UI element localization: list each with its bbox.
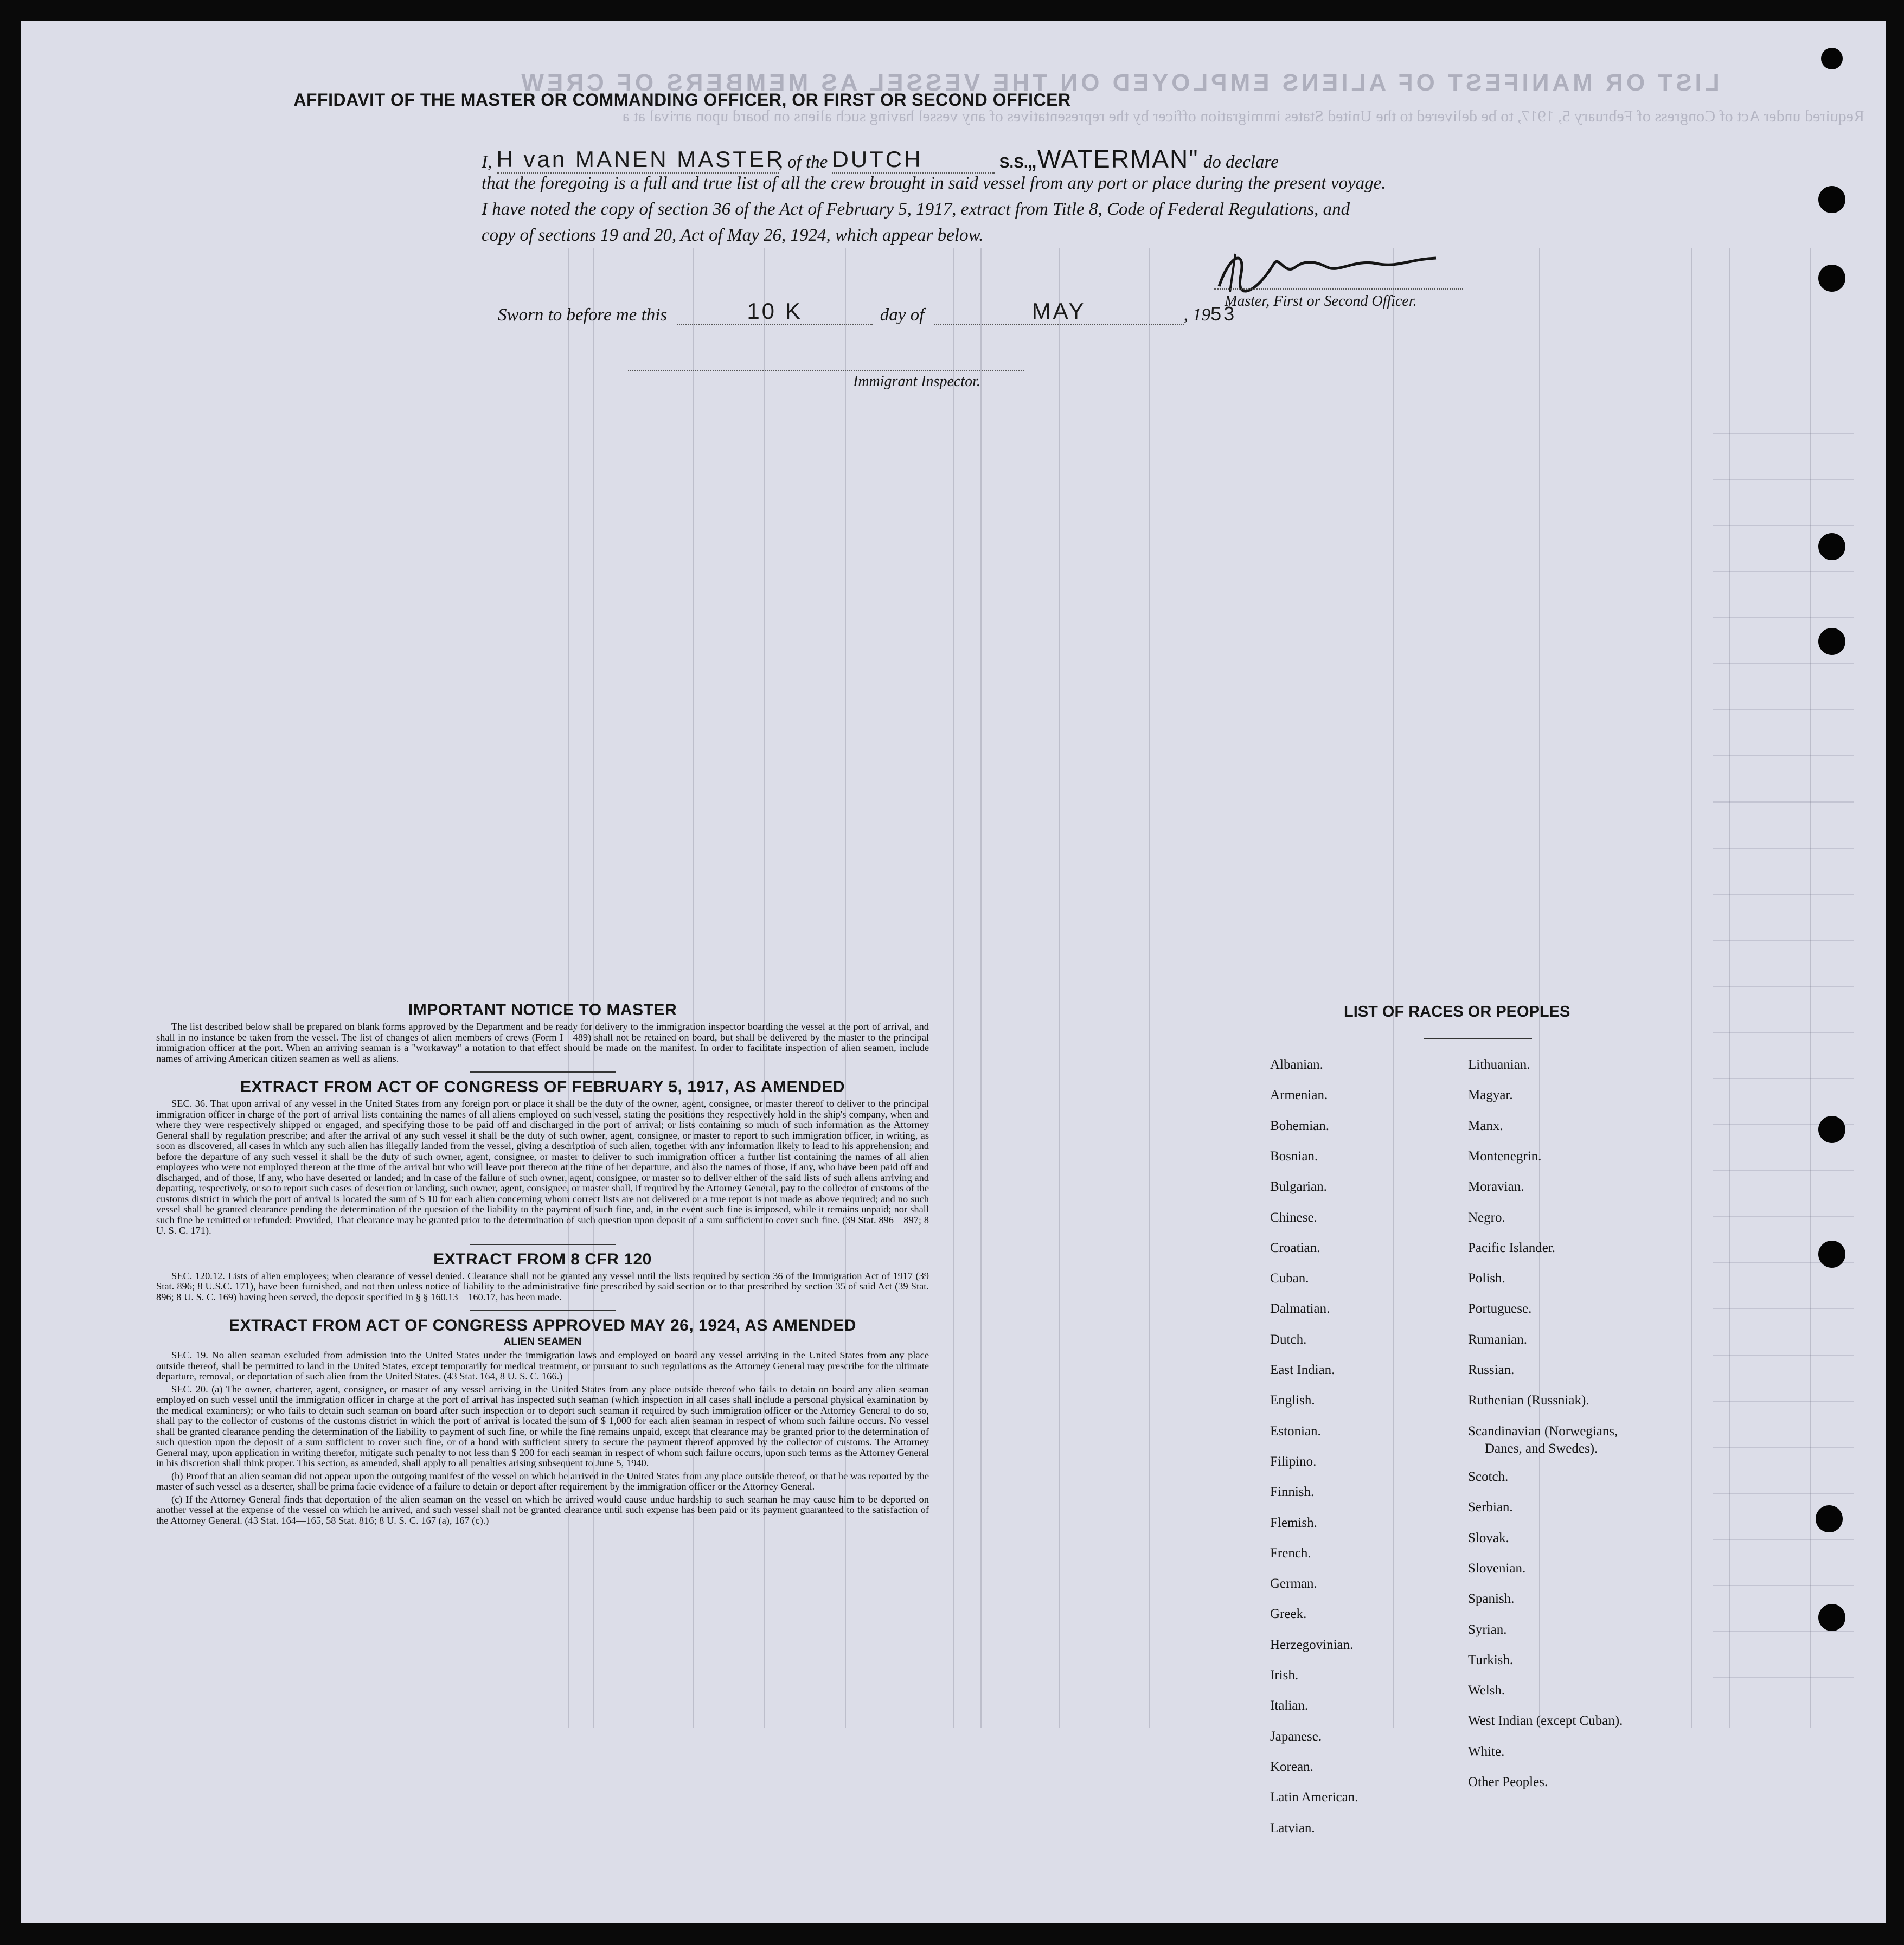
race-item: Polish. <box>1468 1271 1505 1286</box>
sworn-text: Sworn to before me this <box>498 305 668 325</box>
extract-1924-title: EXTRACT FROM ACT OF CONGRESS APPROVED MAY 26, 1924, AS AMENDED <box>229 1317 856 1334</box>
race-item: French. <box>1270 1545 1311 1561</box>
race-item: Spanish. <box>1468 1591 1515 1607</box>
sworn-month-field: MAY <box>934 298 1184 325</box>
inspector-signature-line <box>628 370 1024 371</box>
extract-1917-body: SEC. 36. That upon arrival of any vessel in the United States from any foreign port or place it shall be the duty of the owner, agent, consignee, or master thereof to deliver to the principal immigration officer in charge of the port of arrival lists containing the names of all aliens employed on such vessel, stating the positions they respectively hold in the ship's company, when and where they were respectively shipped or engaged, and specifying those to be paid off and discharged in the port of arrival; or lists containing so much of such information as the Attorney General shall by regulation prescribe; and after the arrival of any such vessel it shall be the duty of such owner, agent, consignee, or master to report to such immigration officer, in writing, as soon as discovered, all cases in which any such alien has illegally landed from the vessel, giving a description of such alien, together with any information likely to lead to his apprehension; and before the departure of any such vessel it shall be the duty of such owner, agent, consignee, or master to deliver to such immigration officer a further list containing the names of all alien employees who were not employed thereon at the time of the arrival but who will leave port thereon at the time of her departure, and also the names of those, if any, who have been paid off and discharged, and of those, if any, who have deserted or landed; and in case of the failure of such owner, agent, consignee, or master so to deliver either of the said lists of such aliens arriving and departing, respectively, or so to report such cases of desertion or landing, such owner, agent, consignee, or master shall, if required by the Attorney General, pay to the collector of customs of the customs district in which the port of arrival is located the sum of $ 10 for each alien concerning whom correct lists are not delivered or a true report is not made as above required; and no such vessel shall be granted clearance pending the determination of the question of the liability to the payment of such fine, and, in the event such fine is imposed, while it remains unpaid; nor shall such fine be remitted or refunded: Provided, That clearance may be granted prior to the determination of such question upon deposit of a sum sufficient to cover such fine. (39 Stat. 896—897; 8 U. S. C. 171). <box>156 1098 929 1236</box>
race-item: Pacific Islander. <box>1468 1240 1556 1255</box>
race-item: Russian. <box>1468 1363 1515 1377</box>
affidavit-line-2: that the foregoing is a full and true list of all the crew brought in said vessel from any port or place during the present voyage. <box>482 174 1386 193</box>
ss-prefix: S.S. <box>999 154 1028 171</box>
bleed-through-subheader: Required under Act of Congress of February 5, 1917, to be delivered to the United States immigration officer by the representatives of any vessel having such aliens on board upon arrival at a <box>622 107 1864 125</box>
extract-1917-title: EXTRACT FROM ACT OF CONGRESS OF FEBRUARY 5, 1917, AS AMENDED <box>240 1078 845 1096</box>
race-item: Latvian. <box>1270 1820 1315 1835</box>
race-item: Armenian. <box>1270 1088 1328 1103</box>
punch-hole <box>1818 186 1845 213</box>
race-item: Japanese. <box>1270 1729 1322 1744</box>
race-item: Irish. <box>1270 1668 1299 1683</box>
race-item: English. <box>1270 1393 1315 1408</box>
race-item: Magyar. <box>1468 1088 1513 1103</box>
punch-hole <box>1818 628 1845 655</box>
punch-hole <box>1818 265 1845 292</box>
year-field: 53 <box>1210 303 1237 325</box>
race-item: Slovenian. <box>1468 1561 1526 1576</box>
nationality-field: DUTCH <box>832 146 995 174</box>
race-item: Bosnian. <box>1270 1148 1318 1164</box>
notice-master-title: IMPORTANT NOTICE TO MASTER <box>408 1001 677 1019</box>
race-item: Lithuanian. <box>1468 1057 1530 1072</box>
race-item: Manx. <box>1468 1118 1503 1133</box>
affidavit-line-3: I have noted the copy of section 36 of the Act of February 5, 1917, extract from Title 8, Code of Federal Regulations, and <box>482 200 1350 219</box>
bleed-through-header: LIST OR MANIFEST OF ALIENS EMPLOYED ON THE VESSEL AS MEMBERS OF CREW <box>518 69 1720 96</box>
race-item: Portuguese. <box>1468 1301 1532 1317</box>
race-item: Other Peoples. <box>1468 1775 1548 1790</box>
race-item: Bulgarian. <box>1270 1179 1327 1195</box>
race-item: Cuban. <box>1270 1271 1309 1286</box>
race-item: Rumanian. <box>1468 1332 1528 1347</box>
race-item: Flemish. <box>1270 1515 1317 1530</box>
signature-caption: Master, First or Second Officer. <box>1225 293 1417 310</box>
ship-name: „WATERMAN" <box>1028 145 1199 173</box>
race-item: White. <box>1468 1744 1505 1759</box>
race-item: Filipino. <box>1270 1454 1317 1469</box>
punch-hole <box>1818 533 1845 560</box>
race-item: Korean. <box>1270 1759 1313 1774</box>
race-item: Scandinavian (Norwegians, <box>1468 1423 1618 1439</box>
race-item: Albanian. <box>1270 1057 1323 1072</box>
race-item: Scotch. <box>1468 1469 1509 1485</box>
signature-line <box>1214 288 1463 290</box>
race-item: Negro. <box>1468 1210 1505 1225</box>
extract-1924-paragraph: SEC. 19. No alien seaman excluded from admission into the United States under the immigration laws and employed on board any vessel arriving in the United States from any place outside thereof, shall be permitted to land in the United States, except temporarily for medical treatment, or pursuant to such regulations as the Attorney General may prescribe for the ultimate departure, removal, or deportation of such alien from the United States. (43 Stat. 164, 8 U. S. C. 166.) <box>156 1350 929 1382</box>
race-item: Estonian. <box>1270 1423 1321 1439</box>
race-item: Bohemian. <box>1270 1118 1330 1133</box>
affidavit-line-4: copy of sections 19 and 20, Act of May 26, 1924, which appear below. <box>482 226 984 245</box>
sworn-day-field: 10 K <box>677 298 873 325</box>
race-item: Dalmatian. <box>1270 1301 1330 1317</box>
race-item: Finnish. <box>1270 1485 1315 1500</box>
race-item: Ruthenian (Russniak). <box>1468 1393 1589 1408</box>
inspector-caption: Immigrant Inspector. <box>853 373 980 390</box>
extract-1924-paragraph: (b) Proof that an alien seaman did not appear upon the outgoing manifest of the vessel on which he arrived in the United States from any place outside thereof, or that he was reported by the master of such vessel as a deserter, shall be prima facie evidence of a failure to detain or deport after requirement by the immigration officer or the Attorney General. <box>156 1470 929 1492</box>
punch-hole <box>1818 1116 1845 1143</box>
declarant-name-field: H van MANEN MASTER <box>497 146 779 174</box>
punch-hole <box>1821 48 1843 69</box>
race-item: Croatian. <box>1270 1240 1320 1255</box>
day-of-text: day of <box>880 305 925 325</box>
do-declare-text: do declare <box>1203 152 1279 172</box>
extract-1924-paragraph: (c) If the Attorney General finds that deportation of the alien seaman on the vessel on which he arrived would cause undue hardship to such seaman he may cause him to be deported on another vessel at the expense of the vessel on which he arrived, and such vessel shall not be granted clearance until such expense has been paid or its payment guaranteed to the satisfaction of the Attorney General. (43 Stat. 164—165, 58 Stat. 816; 8 U. S. C. 167 (a), 167 (c).) <box>156 1493 929 1526</box>
race-item: Slovak. <box>1468 1530 1509 1545</box>
punch-hole <box>1816 1505 1843 1532</box>
divider <box>470 1244 616 1245</box>
race-item: Syrian. <box>1468 1622 1507 1637</box>
affidavit-title: AFFIDAVIT OF THE MASTER OR COMMANDING OFFICER, OR FIRST OR SECOND OFFICER <box>293 90 1071 110</box>
affidavit-declaration-line <box>482 144 1279 174</box>
extract-1924-paragraph: SEC. 20. (a) The owner, charterer, agent, consignee, or master of any vessel arriving in the United States from any place outside thereof who fails to detain on board any alien seaman employed on such vessel until the immigration officer in charge at the port of arrival has inspected such seaman (which inspection in all cases shall include a personal physical examination by the medical examiners); or who fails to detain such seaman on board after such inspection or to deport such seaman if required by such immigration officer or the Attorney General to do so, shall pay to the collector of customs of the customs district in which the port of arrival is located the sum of $ 1,000 for each alien seaman in respect of whom such failure occurs. No vessel shall be granted clearance pending the determination of the liability to payment of such fine, or while the fine remains unpaid, except that clearance may be granted prior to the determination of such question upon the deposit of a sum sufficient to cover such fine, or of a bond with sufficient surety to secure the payment thereof approved by the collector of customs. The Attorney General may, upon application in writing therefor, mitigate such penalty to not less than $ 200 for each seaman in respect of whom such failure occurs, upon such terms as the Attorney General in his discretion shall think proper. This section, as amended, shall apply to all penalties arising subsequent to June 5, 1940. <box>156 1383 929 1468</box>
notices-block <box>156 1001 929 1526</box>
race-item: Welsh. <box>1468 1683 1505 1698</box>
divider <box>1424 1038 1532 1039</box>
race-item: Montenegrin. <box>1468 1148 1542 1164</box>
race-item: Danes, and Swedes). <box>1485 1441 1598 1456</box>
race-item: Serbian. <box>1468 1500 1513 1515</box>
race-item: Greek. <box>1270 1607 1307 1622</box>
extract-cfr-body: SEC. 120.12. Lists of alien employees; when clearance of vessel denied. Clearance shall not be granted any vessel until the lists required by section 36 of the Immigration Act of 1917 (39 Stat. 896; 8 U.S.C. 171), have been furnished, and not then unless notice of liability to the administrative fine prescribed by said section or to that prescribed by section 35 of said Act (39 Stat. 896; 8 U. S. C. 169) having been served, the deposit specified in § § 160.13—160.17, has been made. <box>156 1270 929 1302</box>
races-list-title: LIST OF RACES OR PEOPLES <box>1344 1003 1570 1020</box>
race-item: Latin American. <box>1270 1790 1358 1805</box>
year-prefix: , 19 <box>1183 305 1211 325</box>
sworn-line <box>498 298 1236 325</box>
notice-master-body: The list described below shall be prepared on blank forms approved by the Department and be ready for delivery to the immigration inspector boarding the vessel at the port of arrival, and shall in no instance be taken from the vessel. The list of changes of alien members of crews (Form I—489) shall not be retained on board, but shall be delivered by the master to the principal immigration officer at the port. When an arriving seaman is a "workaway" a notation to that effect should be made on the manifest. In order to facilitate inspection of alien seamen, include names of arriving American citizen seamen as well as aliens. <box>156 1021 929 1064</box>
divider <box>470 1310 616 1311</box>
form-sheet <box>21 21 1886 1923</box>
punch-hole <box>1818 1241 1845 1268</box>
race-item: Italian. <box>1270 1698 1309 1713</box>
of-the-text: , of the <box>778 152 828 172</box>
extract-1924-subtitle: ALIEN SEAMEN <box>503 1336 582 1347</box>
race-item: Moravian. <box>1468 1179 1524 1195</box>
race-item: Chinese. <box>1270 1210 1317 1225</box>
race-item: East Indian. <box>1270 1363 1335 1377</box>
race-item: Herzegovinian. <box>1270 1637 1354 1652</box>
race-item: German. <box>1270 1576 1317 1591</box>
race-item: Turkish. <box>1468 1652 1514 1667</box>
punch-hole <box>1818 1604 1845 1631</box>
declarant-prefix: I, <box>482 152 492 172</box>
divider <box>470 1071 616 1073</box>
race-item: Dutch. <box>1270 1332 1307 1347</box>
extract-cfr-title: EXTRACT FROM 8 CFR 120 <box>433 1250 652 1268</box>
race-item: West Indian (except Cuban). <box>1468 1713 1623 1729</box>
